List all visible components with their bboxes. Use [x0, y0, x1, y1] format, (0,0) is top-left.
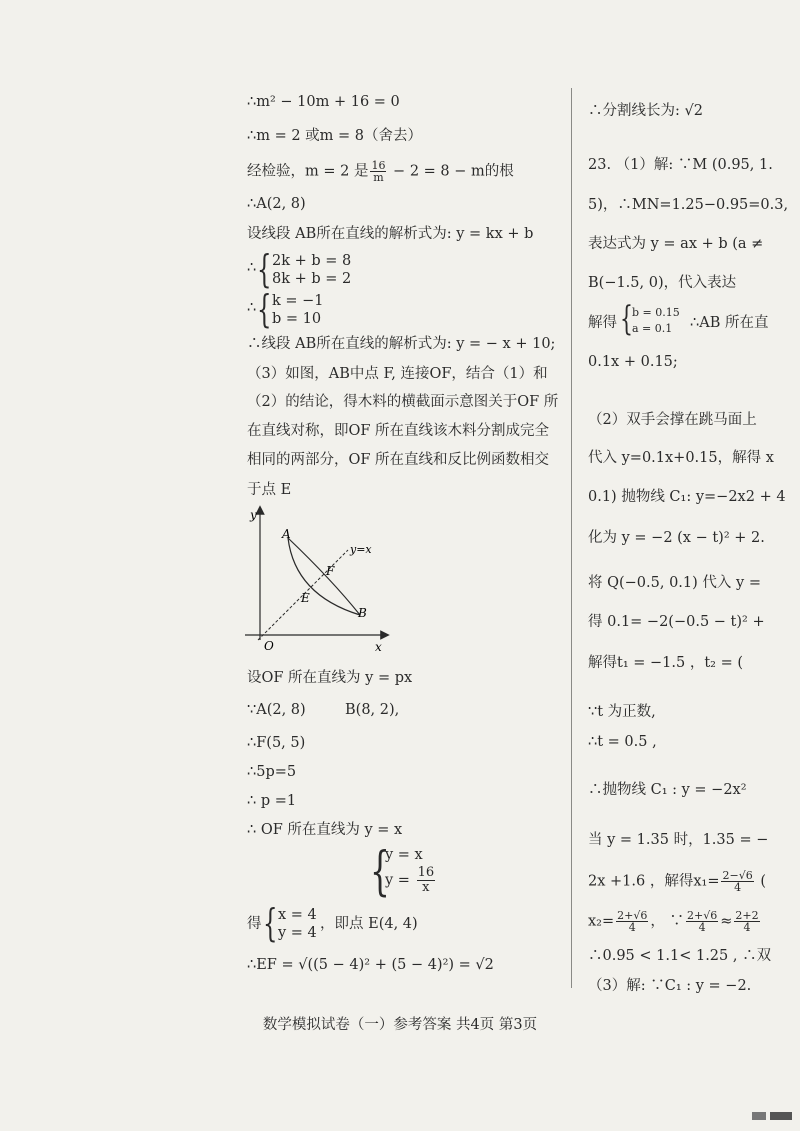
system4-eq-a: x = 4 [278, 907, 317, 923]
qr-mark-icon [770, 1112, 792, 1120]
fraction-x2: $\frac{2+√6}{4}$ [617, 909, 648, 934]
label-origin: O [264, 639, 274, 653]
system3-eq-a: y = x [385, 847, 423, 863]
q23-part1-line4: B(−1.5, 0)，代入表达 [588, 275, 737, 291]
q23-part3-line1: （3）解: ∵C₁ : y = −2. [588, 978, 752, 994]
label-y-axis: y [250, 508, 257, 522]
split-length: ∴分割线长为: √2 [588, 103, 703, 119]
point-f: ∴F(5, 5) [247, 735, 306, 751]
system1-brace: { [257, 247, 272, 291]
system4-prefix: 得 [247, 916, 262, 932]
cross-section-figure [240, 505, 390, 655]
given-a: ∵A(2, 8) [247, 702, 306, 718]
system2-eq-a: k = −1 [272, 293, 324, 309]
q23-solve-post: ∴AB 所在直 [690, 315, 769, 331]
q23-part1-line1: 23. （1）解: ∵M (0.95, 1. [588, 157, 773, 173]
q23-part2-line11: 当 y = 1.35 时，1.35 = − [588, 832, 769, 848]
system1-prefix: ∴ [247, 260, 257, 276]
line-ab-result: ∴线段 AB所在直线的解析式为: y = − x + 10; [247, 336, 556, 352]
label-point-b: B [358, 606, 367, 620]
line-of-result: ∴ OF 所在直线为 y = x [247, 822, 403, 838]
fraction-approx: $\frac{2+2}{4}$ [735, 909, 759, 934]
eq-5p: ∴5p=5 [247, 764, 297, 780]
fraction-16-over-x: $\frac{16}{x}$ [417, 865, 435, 895]
eq-roots: ∴m = 2 或m = 8（舍去） [247, 128, 423, 144]
given-b: B(8, 2), [345, 702, 400, 718]
fraction-16-over-m: $\frac{16}{m}$ [371, 159, 386, 184]
column-divider [571, 88, 572, 988]
eq-quadratic: ∴m² − 10m + 16 = 0 [247, 94, 400, 110]
q23-part2-line6: 得 0.1= −2(−0.5 − t)² + [588, 614, 765, 630]
ef-length: ∴EF = √((5 − 4)² + (5 − 4)²) = √2 [247, 957, 494, 973]
label-point-e: E [301, 591, 310, 605]
label-x-axis: x [375, 640, 382, 654]
eq-p: ∴ p =1 [247, 793, 297, 809]
q23-part2-line8: ∵t 为正数, [588, 704, 656, 720]
system3-eq-b: y = $\frac{16}{x}$ [385, 865, 435, 895]
system1-eq-b: 8k + b = 2 [272, 271, 352, 287]
q23-part2-line7: 解得t₁ = −1.5 ，t₂ = ( [588, 655, 743, 671]
scanner-mark-icon [752, 1112, 766, 1120]
part3-line5: 于点 E [247, 482, 292, 498]
eq-check-pre: 经检验，m = 2 是 [247, 163, 369, 180]
system2-brace: { [257, 287, 272, 331]
system2-eq-b: b = 10 [272, 311, 322, 327]
label-line-yx: y=x [350, 543, 372, 556]
set-line-of: 设OF 所在直线为 y = px [247, 670, 413, 686]
part3-line1: （3）如图，AB中点 F, 连接OF，结合（1）和 [247, 366, 548, 382]
q23-part2-line12: 2x +1.6 ，解得x₁= $\frac{2-√6}{4}$ ( [588, 869, 766, 894]
point-e: ，即点 E(4, 4) [320, 916, 418, 932]
q23-system-b: b = 0.15 [632, 306, 680, 319]
eq-check-post: − 2 = 8 − m的根 [388, 163, 514, 180]
q23-part2-line9: ∴t = 0.5 , [588, 734, 657, 750]
q23-part2-line4: 化为 y = −2 (x − t)² + 2. [588, 530, 765, 546]
point-a: ∴A(2, 8) [247, 196, 306, 212]
page-footer: 数学模拟试卷（一）参考答案 共4页 第3页 [262, 1017, 538, 1033]
eq-check [247, 160, 514, 183]
system4-eq-b: y = 4 [278, 925, 317, 941]
part3-line2: （2）的结论，得木料的横截面示意图关于OF 所 [247, 394, 559, 410]
part3-line3: 在直线对称，即OF 所在直线该木料分割成完全 [247, 423, 550, 439]
q23-system-a: a = 0.1 [632, 322, 673, 335]
q23-part2-line5: 将 Q(−0.5, 0.1) 代入 y = [588, 575, 761, 591]
q23-part1-line2: 5)，∴MN=1.25−0.95=0.3, [588, 197, 789, 213]
fraction-x2-repeat: $\frac{2+√6}{4}$ [686, 909, 718, 934]
q23-part2-line3: 0.1) 抛物线 C₁: y=−2x2 + 4 [588, 489, 786, 505]
q23-solve-prefix: 解得 [588, 315, 617, 331]
part3-line4: 相同的两部分，OF 所在直线和反比例函数相交 [247, 452, 550, 468]
q23-part2-line13: x₂= $\frac{2+√6}{4}$ ， ∵ $\frac{2+√6}{4}$ ≈ $\frac{2+2}{4}$ [588, 909, 759, 934]
system2-prefix: ∴ [247, 300, 257, 316]
q23-part1-line3: 表达式为 y = ax + b (a ≠ [588, 236, 764, 252]
system4-brace: { [263, 901, 278, 945]
q23-part2-line2: 代入 y=0.1x+0.15，解得 x [588, 450, 774, 466]
q23-part2-line14: ∴0.95 < 1.1< 1.25 , ∴双 [588, 948, 772, 964]
fraction-x1: $\frac{2-√6}{4}$ [722, 869, 753, 894]
set-line-ab: 设线段 AB所在直线的解析式为: y = kx + b [247, 226, 534, 242]
system3-brace: { [370, 842, 390, 902]
label-point-f: F [326, 564, 335, 578]
label-point-a: A [282, 527, 291, 541]
q23-system-brace: { [620, 299, 633, 339]
system1-eq-a: 2k + b = 8 [272, 253, 352, 269]
q23-part2-line1: （2）双手会撑在跳马面上 [588, 412, 757, 428]
q23-part2-line10: ∴抛物线 C₁ : y = −2x² [588, 782, 747, 798]
q23-part1-result: 0.1x + 0.15; [588, 354, 678, 370]
